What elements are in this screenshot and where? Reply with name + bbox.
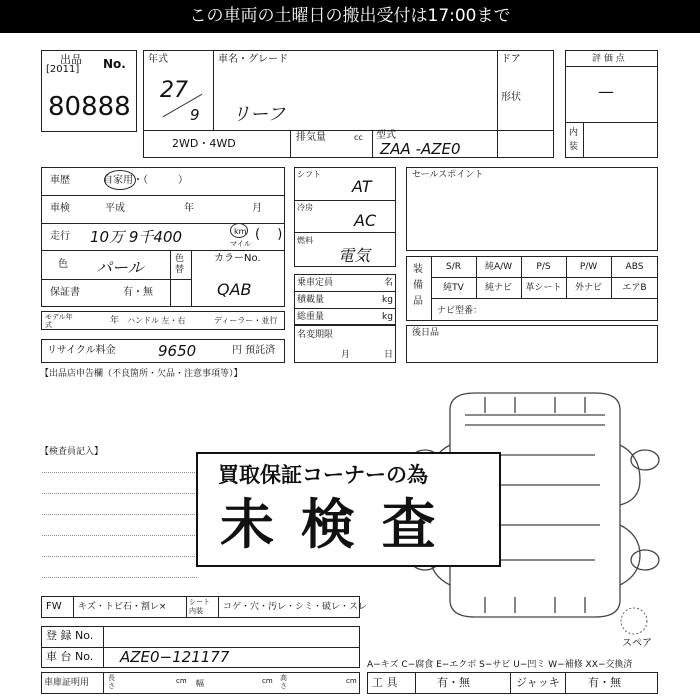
naiso-label: 内装 bbox=[569, 128, 579, 152]
shadai-label: 車 台 No. bbox=[46, 650, 94, 663]
teiin-unit: 名 bbox=[384, 278, 394, 288]
lot-year-value: 2011 bbox=[49, 64, 76, 75]
iro-label: 色 bbox=[58, 259, 68, 270]
shareki-value: 自家用・（ ） bbox=[103, 175, 188, 186]
toroku-label: 登 録 No. bbox=[46, 629, 94, 642]
equip-leather: 革シート bbox=[525, 283, 562, 293]
equip-abs: ABS bbox=[625, 262, 644, 272]
shaken-label: 車検 bbox=[50, 203, 70, 214]
equip-ps: P/S bbox=[536, 262, 551, 272]
shaken-month: 月 bbox=[252, 203, 262, 214]
fw-text: キズ・トビ石・割レ× bbox=[78, 602, 167, 612]
shadai-value: AZE0−121177 bbox=[120, 648, 230, 666]
hyoka-value: — bbox=[598, 82, 614, 101]
cc-label: cc bbox=[354, 133, 363, 142]
handle-label: ハンドル 左・右 bbox=[127, 316, 186, 325]
shaken-year: 年 bbox=[184, 203, 194, 214]
reibo-value: AC bbox=[354, 211, 377, 230]
lot-year: [2011] bbox=[46, 64, 80, 75]
recycle-suffix: 円 預託済 bbox=[232, 345, 276, 356]
cm-2: cm bbox=[262, 677, 273, 685]
nenryo-value: 電気 bbox=[338, 246, 371, 265]
shift-label: シフト bbox=[297, 170, 321, 179]
equip-airbag: エアB bbox=[622, 283, 647, 293]
fw-label: FW bbox=[46, 601, 62, 612]
shaken-heisei: 平成 bbox=[105, 203, 125, 214]
stamp-line2: 未 検 査 bbox=[220, 493, 440, 556]
soko-label: 走行 bbox=[50, 231, 70, 242]
kogu-value: 有・無 bbox=[437, 676, 470, 689]
meigi-label: 名変期限 bbox=[297, 330, 334, 340]
cm-1: cm bbox=[176, 677, 187, 685]
sales-label: セールスポイント bbox=[412, 170, 484, 180]
soko-value: 10万 9千400 bbox=[90, 228, 183, 246]
sojuryo-label: 総重量 bbox=[297, 312, 325, 322]
keijo-label: 形状 bbox=[501, 92, 521, 103]
banner: この車両の土曜日の搬出受付は17:00まで bbox=[0, 0, 700, 33]
sekisai-unit: kg bbox=[382, 295, 393, 305]
shashoyo-label: 車庫証明用 bbox=[44, 678, 90, 688]
jack-value: 有・無 bbox=[588, 676, 621, 689]
atozuke-label: 後日品 bbox=[412, 328, 440, 338]
hyoka-label: 評 価 点 bbox=[592, 54, 625, 64]
color-no-label: カラーNo. bbox=[214, 253, 261, 264]
shareki-circle bbox=[104, 170, 136, 190]
stamp-line1: 買取保証コーナーの為 bbox=[218, 463, 428, 487]
equip-navi: 純ナビ bbox=[484, 283, 512, 293]
equip-aw: 純A/W bbox=[484, 262, 513, 272]
kensa-label: 【検査員記入】 bbox=[40, 447, 104, 457]
jack-label: ジャッキ bbox=[516, 676, 560, 689]
recycle-value: 9650 bbox=[158, 342, 197, 360]
hosho-value: 有・無 bbox=[123, 287, 153, 298]
damage-legend: A−キズ C−腐食 E−エクボ S−サビ U−凹ミ W−補修 XX−交換済 bbox=[367, 660, 633, 670]
drive-label: 2WD・4WD bbox=[172, 137, 236, 150]
meigi-month: 月 bbox=[341, 350, 351, 360]
cm-3: cm bbox=[346, 677, 357, 685]
kogu-label: 工 具 bbox=[372, 676, 398, 689]
shamei-label: 車名・グレード bbox=[218, 54, 288, 65]
nenryo-label: 燃料 bbox=[297, 236, 313, 245]
model-nen: 年 bbox=[110, 316, 120, 326]
nenshiki-label: 年式 bbox=[148, 54, 168, 65]
door-label: ドア bbox=[501, 54, 521, 65]
shamei-value: リーフ bbox=[232, 104, 286, 125]
mile-label: マイル bbox=[230, 240, 251, 248]
nenshiki-month: 9 bbox=[190, 106, 200, 124]
equip-gainavi: 外ナビ bbox=[574, 283, 602, 293]
haba-label: 幅 bbox=[196, 679, 204, 688]
nenshiki-year: 27 bbox=[160, 78, 188, 103]
sekisai-label: 積載量 bbox=[297, 295, 325, 305]
equip-tv: 純TV bbox=[443, 283, 464, 293]
naga-label: 長さ bbox=[108, 674, 115, 690]
color-no-value: QAB bbox=[217, 280, 252, 299]
km-label: km bbox=[234, 227, 247, 236]
seat-label: シート内装 bbox=[189, 598, 210, 615]
lot-number: 80888 bbox=[48, 92, 131, 122]
recycle-label: リサイクル料金 bbox=[47, 345, 116, 356]
spare-label: スペア bbox=[622, 638, 652, 649]
equip-pw: P/W bbox=[579, 262, 598, 272]
meigi-day: 日 bbox=[384, 350, 394, 360]
spare-tire-icon bbox=[618, 605, 650, 637]
iro-value: パール bbox=[96, 258, 144, 277]
hosho-label: 保証書 bbox=[50, 287, 80, 298]
haikiryo-label: 排気量 bbox=[296, 132, 326, 143]
shinkoku-label: 【出品店申告欄（不良箇所・欠品・注意事項等）】 bbox=[40, 369, 243, 379]
soubi-label: 装備品 bbox=[413, 264, 423, 307]
taka-label: 高さ bbox=[280, 674, 287, 690]
shareki-label: 車歴 bbox=[50, 175, 70, 186]
paren: ( ) bbox=[255, 227, 283, 242]
seat-text: コゲ・穴・汚レ・シミ・破レ・スレ bbox=[223, 602, 368, 612]
shift-value: AT bbox=[352, 177, 372, 196]
dealer-label: ディーラー・並行 bbox=[214, 316, 278, 325]
sojuryo-unit: kg bbox=[382, 312, 393, 322]
irogae-label: 色替 bbox=[175, 254, 185, 275]
reibo-label: 冷房 bbox=[297, 203, 313, 212]
katashiki-label: 型式 bbox=[376, 130, 396, 141]
katashiki-value: ZAA -AZE0 bbox=[380, 140, 461, 158]
km-circle bbox=[230, 223, 248, 238]
atozuke-box bbox=[406, 325, 658, 363]
lot-no-label: No. bbox=[103, 57, 126, 71]
lot-shuppin-label: 出品 bbox=[60, 53, 82, 66]
model-label: モデル年式 bbox=[45, 313, 73, 329]
navi-label: ナビ型番： bbox=[437, 306, 483, 316]
equip-sr: S/R bbox=[446, 262, 461, 272]
teiin-label: 乗車定員 bbox=[297, 278, 334, 288]
